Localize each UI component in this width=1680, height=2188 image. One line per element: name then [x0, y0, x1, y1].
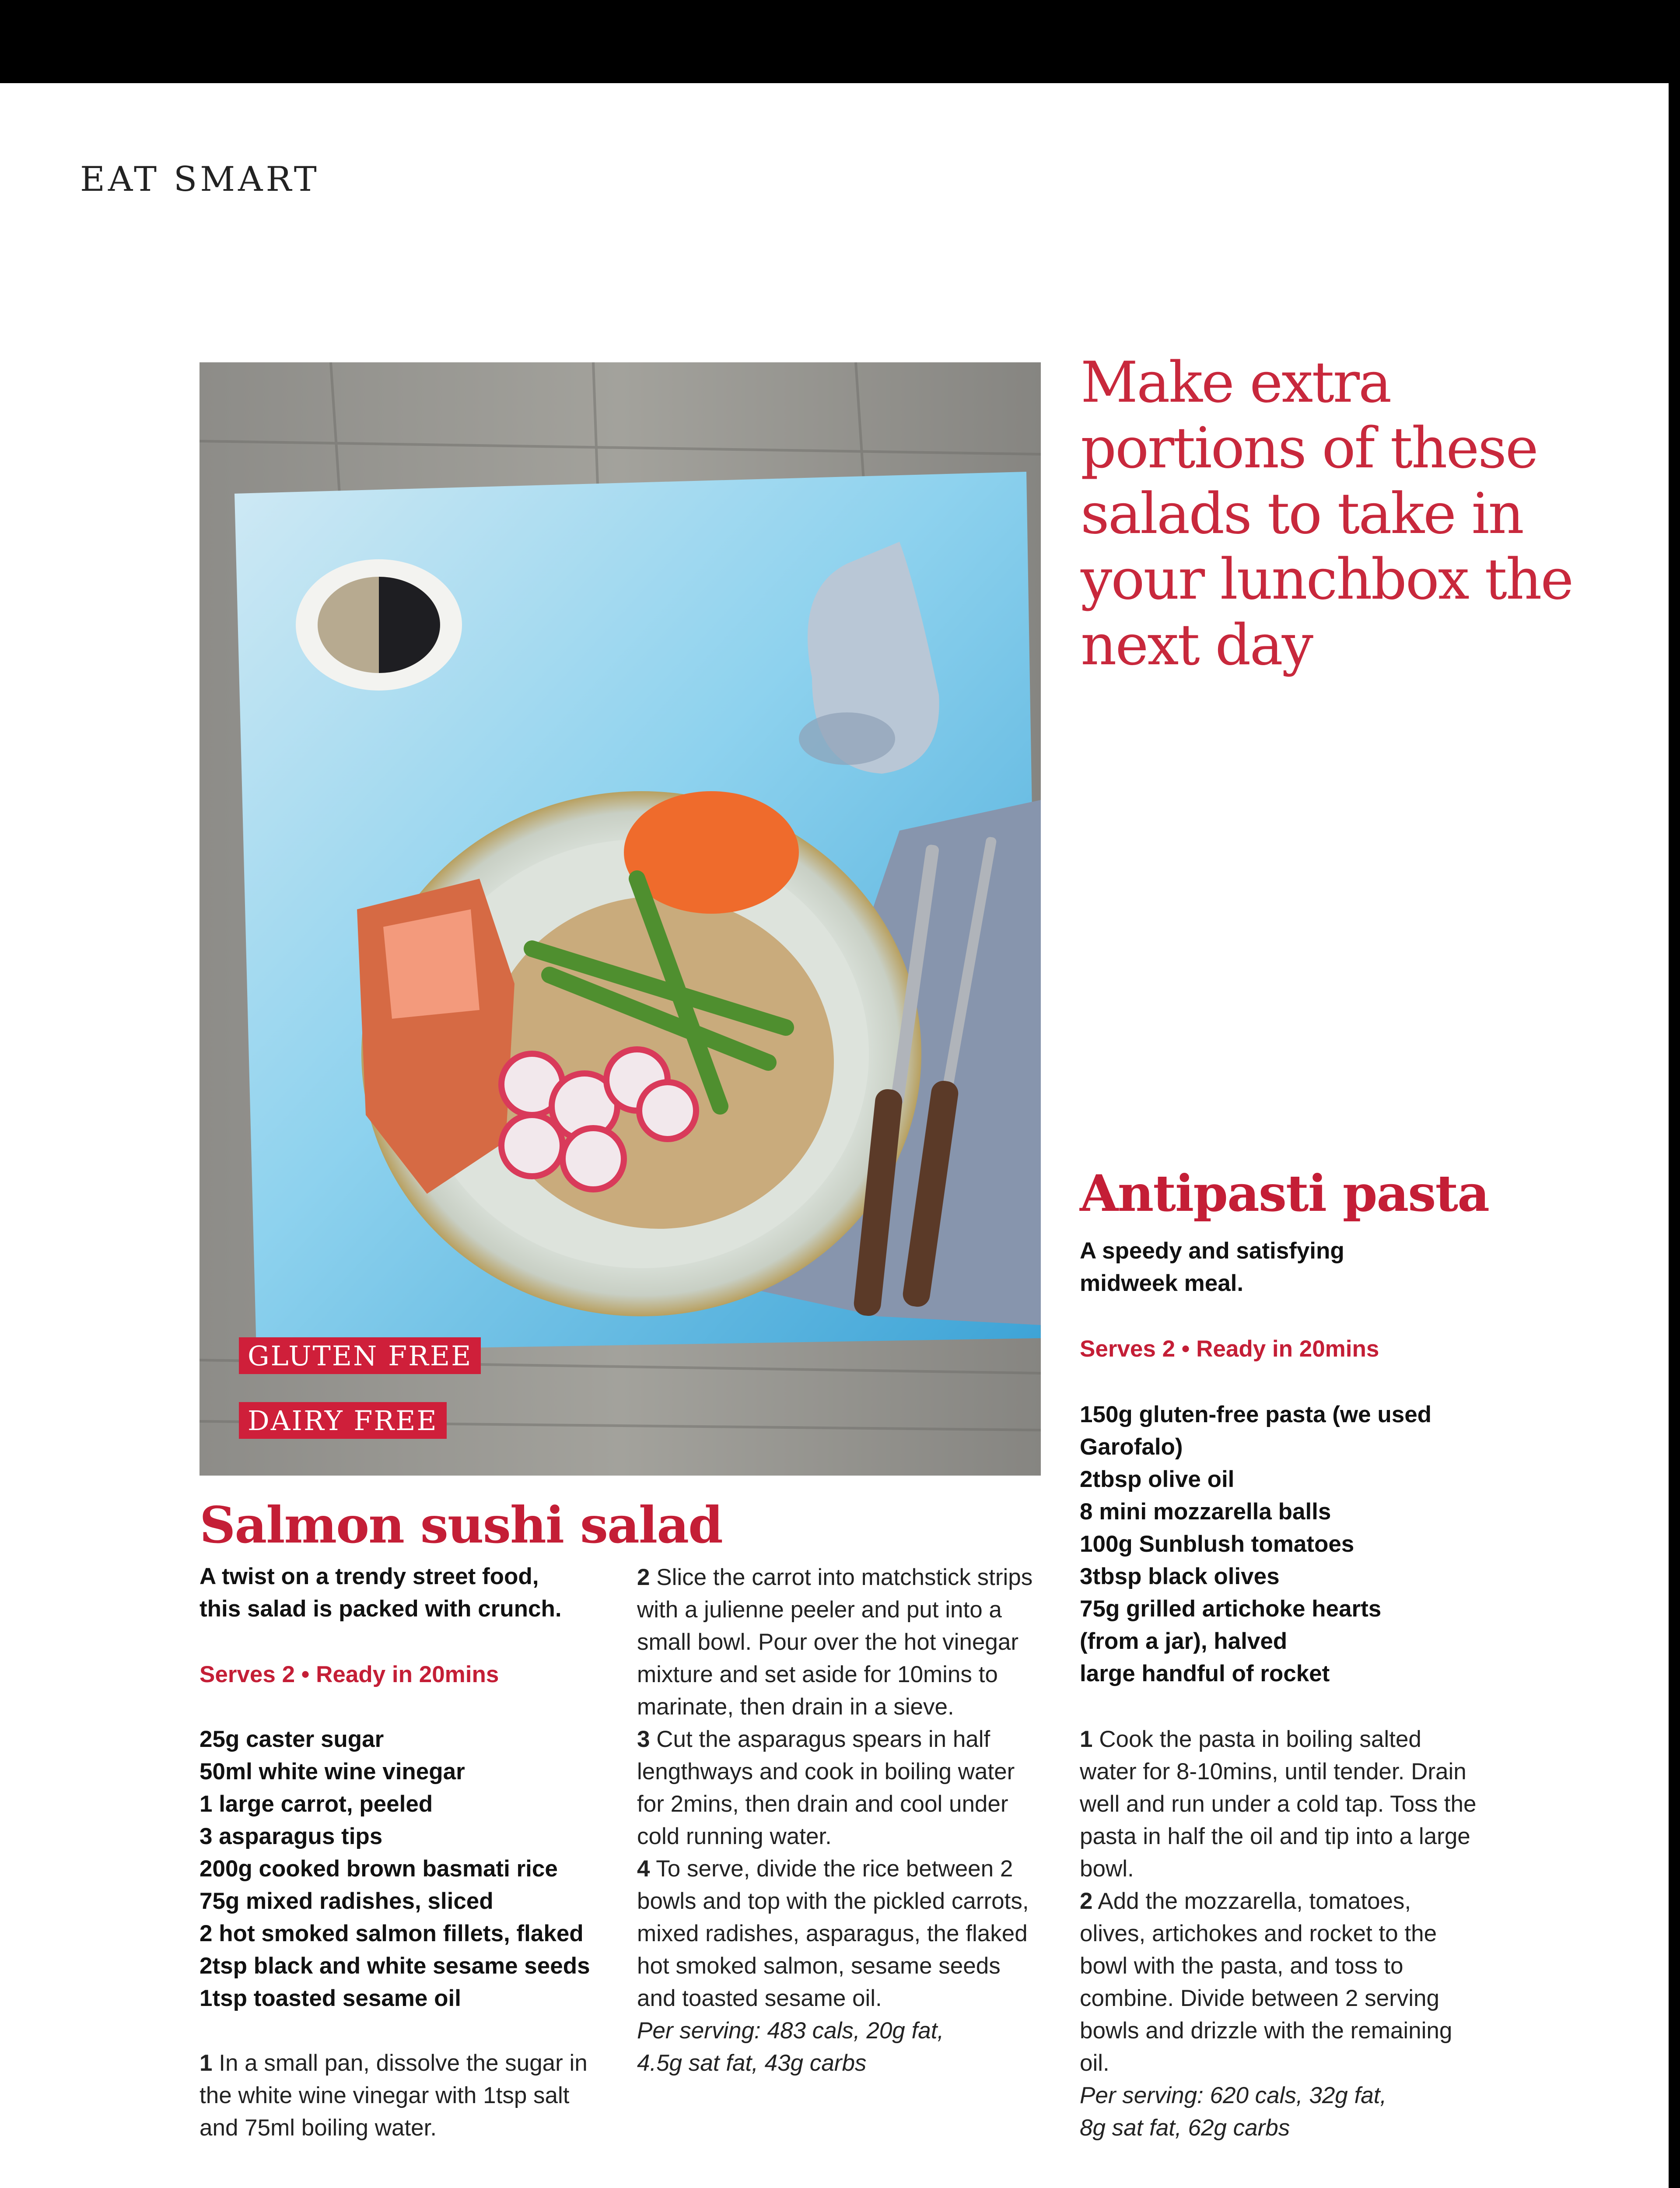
pull-quote: Make extra portions of these salads to take in your lunchbox the next day: [1081, 350, 1573, 678]
ingredient: 8 mini mozzarella balls: [1080, 1499, 1331, 1525]
ingredient: 150g gluten-free pasta (we used: [1080, 1402, 1432, 1427]
ingredient: 200g cooked brown basmati rice: [200, 1856, 558, 1882]
salad-photo: [200, 362, 1041, 1476]
step-number: 2: [1080, 1888, 1093, 1914]
salmon-nutrition: [637, 2015, 1035, 2079]
dairy-free-badge: DAIRY FREE: [239, 1402, 447, 1439]
antipasti-steps-column: [1080, 1723, 1482, 2144]
salad-photo-illustration: [200, 362, 1041, 1476]
salmon-subtitle-line: A twist on a trendy street food,: [200, 1564, 539, 1589]
ingredient: 2 hot smoked salmon fillets, flaked: [200, 1921, 584, 1946]
gluten-free-badge: GLUTEN FREE: [239, 1337, 481, 1374]
salmon-subtitle-line: this salad is packed with crunch.: [200, 1596, 562, 1622]
step-text: Slice the carrot into matchstick strips with a julienne peeler and put into a small bowl. Pour over the hot vinegar mixture and set aside for 10mins to marinate, then drain in a sieve.: [637, 1564, 1033, 1720]
step-text: To serve, divide the rice between 2 bowls and top with the pickled carrots, mixed radishes, asparagus, the flaked hot smoked salmon, sesame seeds and toasted sesame oil.: [637, 1856, 1029, 2011]
step-text: Cook the pasta in boiling salted water for 8-10mins, until tender. Drain well and run under a cold tap. Toss the pasta in half the oil and tip into a large bowl.: [1080, 1726, 1477, 1882]
antipasti-title: Antipasti pasta: [1080, 1164, 1489, 1223]
ingredient: large handful of rocket: [1080, 1661, 1330, 1687]
ingredient: 3 asparagus tips: [200, 1823, 383, 1849]
antipasti-subtitle-line: midweek meal.: [1080, 1270, 1244, 1296]
salmon-meta: Serves 2 • Ready in 20mins: [200, 1662, 499, 1687]
step-number: 1: [200, 2050, 213, 2076]
ingredient: 100g Sunblush tomatoes: [1080, 1531, 1354, 1557]
salmon-step-1: [200, 2047, 593, 2144]
ingredient: 75g grilled artichoke hearts: [1080, 1596, 1382, 1622]
antipasti-ingredients: [1080, 1399, 1432, 1690]
ingredient: Garofalo): [1080, 1434, 1183, 1460]
step-number: 2: [637, 1564, 650, 1590]
ingredient: 2tsp black and white sesame seeds: [200, 1953, 590, 1979]
salmon-subtitle: [200, 1560, 562, 1625]
reader-top-bar: [0, 0, 1680, 83]
ingredient: 1tsp toasted sesame oil: [200, 1985, 461, 2011]
nutrition-line: 4.5g sat fat, 43g carbs: [637, 2050, 867, 2076]
ingredient: 2tbsp olive oil: [1080, 1466, 1235, 1492]
step-number: 4: [637, 1856, 650, 1882]
antipasti-nutrition: [1080, 2079, 1482, 2144]
ingredient: 25g caster sugar: [200, 1726, 384, 1752]
page-right-edge: [1669, 83, 1680, 2188]
nutrition-line: 8g sat fat, 62g carbs: [1080, 2115, 1290, 2141]
section-label: EAT SMART: [80, 160, 320, 199]
ingredient: 50ml white wine vinegar: [200, 1759, 465, 1785]
nutrition-line: Per serving: 620 cals, 32g fat,: [1080, 2083, 1387, 2108]
ingredient: 3tbsp black olives: [1080, 1564, 1280, 1589]
ingredient: 1 large carrot, peeled: [200, 1791, 433, 1817]
step-text: Cut the asparagus spears in half lengthways and cook in boiling water for 2mins, then drain and cool under cold running water.: [637, 1726, 1015, 1849]
salmon-steps-column: [637, 1561, 1035, 2079]
ingredient: (from a jar), halved: [1080, 1628, 1288, 1654]
step-text: Add the mozzarella, tomatoes, olives, artichokes and rocket to the bowl with the pasta, and toss to combine. Divide between 2 serving bowls and drizzle with the remaining oil.: [1080, 1888, 1452, 2076]
salmon-ingredients: [200, 1723, 590, 2015]
nutrition-line: Per serving: 483 cals, 20g fat,: [637, 2018, 944, 2044]
step-text: In a small pan, dissolve the sugar in the white wine vinegar with 1tsp salt and 75ml boiling water.: [200, 2050, 588, 2141]
antipasti-subtitle: [1080, 1235, 1344, 1300]
salmon-title: Salmon sushi salad: [200, 1496, 722, 1554]
antipasti-meta: Serves 2 • Ready in 20mins: [1080, 1336, 1379, 1362]
step-number: 3: [637, 1726, 650, 1752]
antipasti-subtitle-line: A speedy and satisfying: [1080, 1238, 1344, 1264]
step-number: 1: [1080, 1726, 1093, 1752]
ingredient: 75g mixed radishes, sliced: [200, 1888, 494, 1914]
